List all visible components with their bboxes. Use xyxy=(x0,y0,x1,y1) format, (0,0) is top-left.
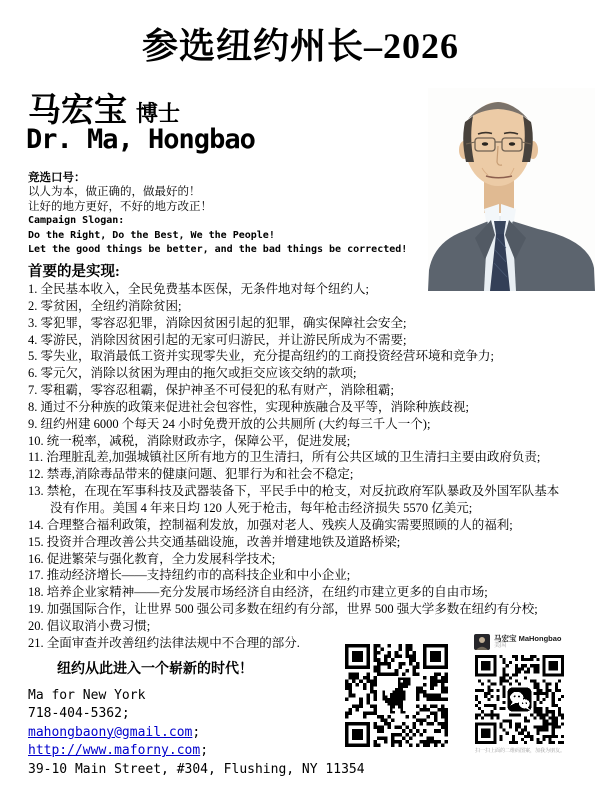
avatar xyxy=(474,634,490,650)
platform-item: 15. 投资并合理改善公共交通基础设施，改善并增建地铁及道路桥梁; xyxy=(28,534,401,549)
slogan-line-en1: Do the Right, Do the Best, We the People! xyxy=(28,229,275,241)
platform-item: 4. 零游民，消除因贫困引起的无家可归游民，并让游民所成为不需要; xyxy=(28,332,407,347)
platform-item: 12. 禁毒,消除毒品带来的健康问题、犯罪行为和社会不稳定; xyxy=(28,467,354,482)
wechat-qr-code xyxy=(475,655,564,744)
wechat-card xyxy=(474,633,570,754)
platform-item: 17. 推动经济增长——支持纽约市的高科技企业和中小企业; xyxy=(28,568,351,583)
closing-line: 纽约从此进入一个崭新的时代！ xyxy=(57,662,253,677)
platform-item: 2. 零贫困，全纽约消除贫困; xyxy=(28,298,182,313)
platform-item: 13. 禁枪，在现在军事科技及武器装备下，平民手中的枪支，对反抗政府军队暴政及外国军队基本没有作用。美国 4 年来日均 120 人死于枪击，每年枪击经济损失 5570 亿美元; xyxy=(28,484,560,515)
platform-item: 9. 纽约州建 6000 个每天 24 小时免费开放的公共厕所 (大约每三千人一个); xyxy=(28,416,431,431)
platform-item: 14. 合理整合福利政策，控制福利发放，加强对老人、残疾人及确实需要照顾的人的福利; xyxy=(28,517,513,532)
platform-heading: 首要的是实现: xyxy=(28,264,120,280)
contact-address: 39-10 Main Street, #304, Flushing, NY 11354 xyxy=(28,761,365,777)
contact-email-line xyxy=(28,724,365,742)
candidate-degree: 博士 xyxy=(136,101,181,126)
email-link[interactable]: mahongbaony@gmail.com xyxy=(28,724,193,740)
email-suffix: ; xyxy=(192,724,201,740)
candidate-photo xyxy=(428,88,595,291)
wechat-caption: 扫一扫上面的二维码图案，加我为朋友。 xyxy=(474,748,565,754)
platform-item: 1. 全民基本收入，全民免费基本医保，无条件地对每个纽约人; xyxy=(28,282,369,296)
contact-org: Ma for New York xyxy=(28,688,146,703)
platform-list xyxy=(28,281,568,652)
slogan-label-en: Campaign Slogan: xyxy=(28,215,125,227)
platform-item: 16. 促进繁荣与强化教育，全力发展科学技术; xyxy=(28,551,276,566)
slogan-line-cn1: 以人为本，做正确的，做最好的！ xyxy=(28,186,201,199)
platform-item: 7. 零租霸，零容忍租霸，保护神圣不可侵犯的私有财产，消除租霸; xyxy=(28,383,394,398)
slogan-block xyxy=(28,171,407,257)
platform-item: 18. 培养企业家精神——充分发展市场经济自由经济，在纽约市建立更多的自由市场; xyxy=(28,585,488,600)
contact-block xyxy=(28,687,365,779)
contact-phone: 718-404-5362; xyxy=(28,706,130,722)
slogan-label-cn: 竞选口号： xyxy=(28,172,86,184)
portrait-illustration xyxy=(428,88,595,291)
platform-item: 6. 零元欠，消除以贫困为理由的拖欠或拒交应该交纳的款项; xyxy=(28,366,357,381)
platform-item: 11. 治理脏乱差,加强城镇社区所有地方的卫生清扫，所有公共区域的卫生清扫主要由政府负责; xyxy=(28,450,541,465)
page-title: 参选纽约州长–2026 xyxy=(141,26,459,66)
candidate-name-cn: 马宏宝 xyxy=(28,93,127,129)
wechat-name: 马宏宝 MaHongbao xyxy=(494,633,562,643)
wechat-subtitle: 美国 xyxy=(494,642,507,649)
platform-item: 19. 加强国际合作，让世界 500 强公司多数在纽约有分部，世界 500 强大学多数在纽约有分校; xyxy=(28,602,538,617)
platform-item: 5. 零失业，取消最低工资并实现零失业，充分提高纽约的工商投资经营环境和竞争力; xyxy=(28,349,494,364)
website-suffix: ; xyxy=(200,743,209,759)
wechat-header xyxy=(474,633,570,651)
platform-item: 21. 全面审查并改善纽约法律法规中不合理的部分. xyxy=(28,635,300,650)
platform-item: 20. 倡议取消小费习惯; xyxy=(28,618,151,633)
dino-icon xyxy=(345,644,448,747)
slogan-line-cn2: 让好的地方更好，不好的地方改正！ xyxy=(28,200,212,213)
platform-item: 8. 通过不分种族的政策来促进社会包容性，实现种族融合及平等，消除种族歧视; xyxy=(28,399,469,414)
contact-website-line xyxy=(28,742,365,760)
platform-item: 3. 零犯罪，零容忍犯罪，消除因贫困引起的犯罪，确实保障社会安全; xyxy=(28,315,407,330)
wechat-names xyxy=(494,635,562,650)
slogan-line-en2: Let the good things be better, and the bad things be corrected! xyxy=(28,244,408,256)
candidate-name-en: Dr. Ma, Hongbao xyxy=(26,124,255,155)
platform-item: 10. 统一税率，减税，消除财政赤字，保障公平，促进发展; xyxy=(28,433,351,448)
website-link[interactable]: http://www.maforny.com xyxy=(28,743,201,759)
qr-code-website xyxy=(345,644,448,747)
